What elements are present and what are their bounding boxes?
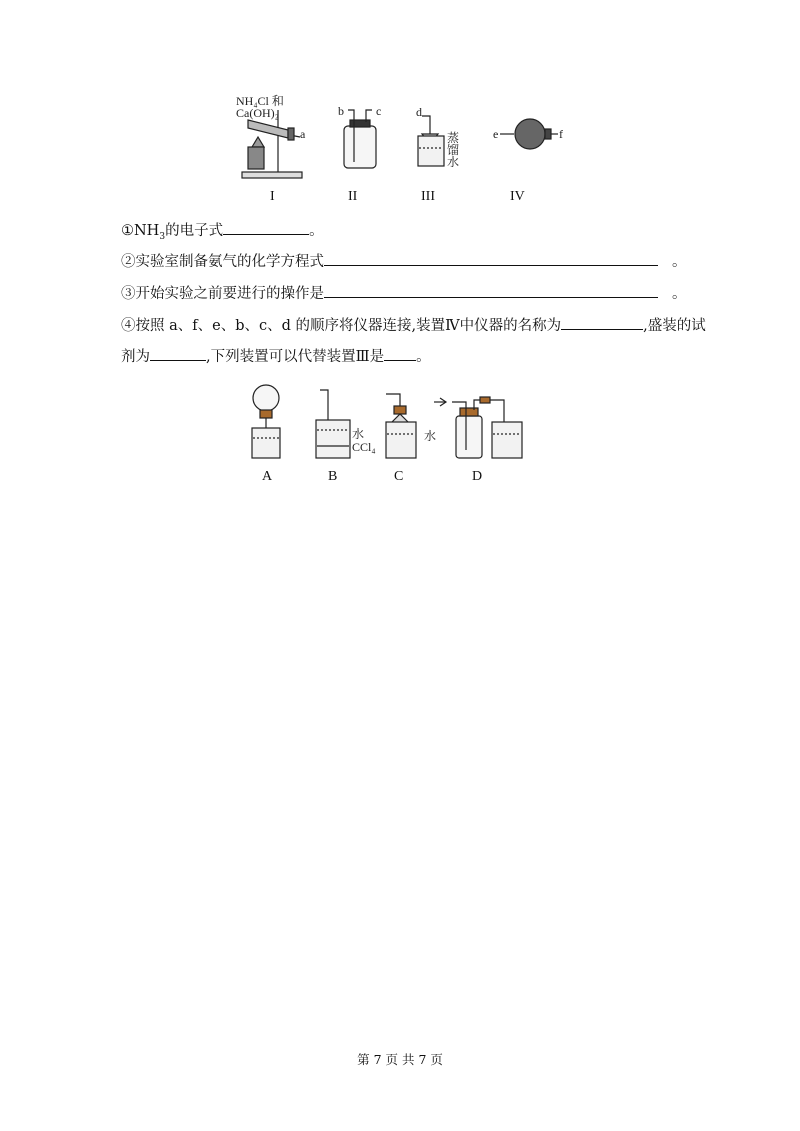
- port-a-label: a: [300, 127, 306, 141]
- option-label-c: C: [394, 469, 404, 484]
- q4-line2-text: 剂为: [121, 349, 150, 365]
- q3-end: 。: [672, 286, 687, 302]
- option-label-a: A: [262, 469, 273, 484]
- answer-blank-q4-name[interactable]: [561, 315, 643, 330]
- q4-line1-tail: ,盛装的试: [643, 318, 706, 334]
- apparatus-i-heating: [242, 110, 302, 178]
- answer-blank-q1[interactable]: [223, 220, 309, 235]
- apparatus-label-ii: II: [348, 189, 358, 204]
- answer-blank-q2[interactable]: [324, 251, 658, 266]
- option-b-water-label: 水: [352, 427, 365, 441]
- question-1: [121, 220, 324, 246]
- port-c-label: c: [376, 104, 382, 118]
- question-3: [121, 283, 687, 303]
- apparatus-iii-beaker: [418, 116, 444, 166]
- option-b-ccl4-label: CCl₄: [352, 440, 376, 454]
- q2-text: ②实验室制备氨气的化学方程式: [121, 254, 324, 270]
- q4-line1-text: ④按照 a、f、e、b、c、d 的顺序将仪器连接,装置Ⅳ中仪器的名称为: [121, 318, 562, 334]
- option-c-apparatus: [386, 394, 416, 458]
- q3-text: ③开始实验之前要进行的操作是: [121, 286, 324, 302]
- q4-line2-end: 。: [416, 349, 431, 365]
- answer-blank-q4-reagent[interactable]: [150, 346, 206, 361]
- option-d-apparatus: [434, 397, 522, 458]
- apparatus-figure-options: [240, 380, 540, 488]
- water-label-1: 蒸: [447, 131, 460, 145]
- port-b-label: b: [338, 104, 344, 118]
- port-e-label: e: [493, 127, 499, 141]
- page-footer: 第 7 页 共 7 页: [357, 1052, 443, 1067]
- question-4-line-1: [121, 315, 706, 335]
- apparatus-label-iii: III: [421, 189, 435, 204]
- option-a-apparatus: [252, 385, 280, 458]
- apparatus-ii-gas-bottle: [344, 110, 376, 168]
- answer-blank-q4-choice[interactable]: [384, 346, 416, 361]
- question-4-line-2: [121, 346, 431, 366]
- q4-line2-mid: ,下列装置可以代替装置Ⅲ是: [206, 349, 385, 365]
- option-b-apparatus: [316, 390, 350, 458]
- apparatus-label-iv: IV: [510, 189, 525, 204]
- answer-blank-q3[interactable]: [324, 283, 658, 298]
- q1-subscript: 3: [159, 231, 166, 242]
- apparatus-iv-drying-tube: [500, 119, 558, 149]
- q1-text: 的电子式: [165, 223, 224, 239]
- port-f-label: f: [559, 127, 563, 141]
- reagent-label-2: Ca(OH)₂: [236, 106, 279, 120]
- q1-prefix: ①NH: [121, 223, 160, 239]
- apparatus-label-i: I: [270, 189, 275, 204]
- option-label-b: B: [328, 469, 338, 484]
- question-2: [121, 251, 687, 271]
- option-c-water-label: 水: [424, 429, 437, 443]
- apparatus-figure-top: [230, 92, 570, 207]
- q2-end: 。: [672, 254, 687, 270]
- reagent-label-1: NH₄Cl 和: [236, 94, 284, 108]
- water-label-3: 水: [447, 155, 460, 169]
- water-label-2: 馏: [447, 143, 460, 157]
- option-label-d: D: [472, 469, 483, 484]
- q1-end: 。: [309, 223, 324, 239]
- port-d-label: d: [416, 105, 422, 119]
